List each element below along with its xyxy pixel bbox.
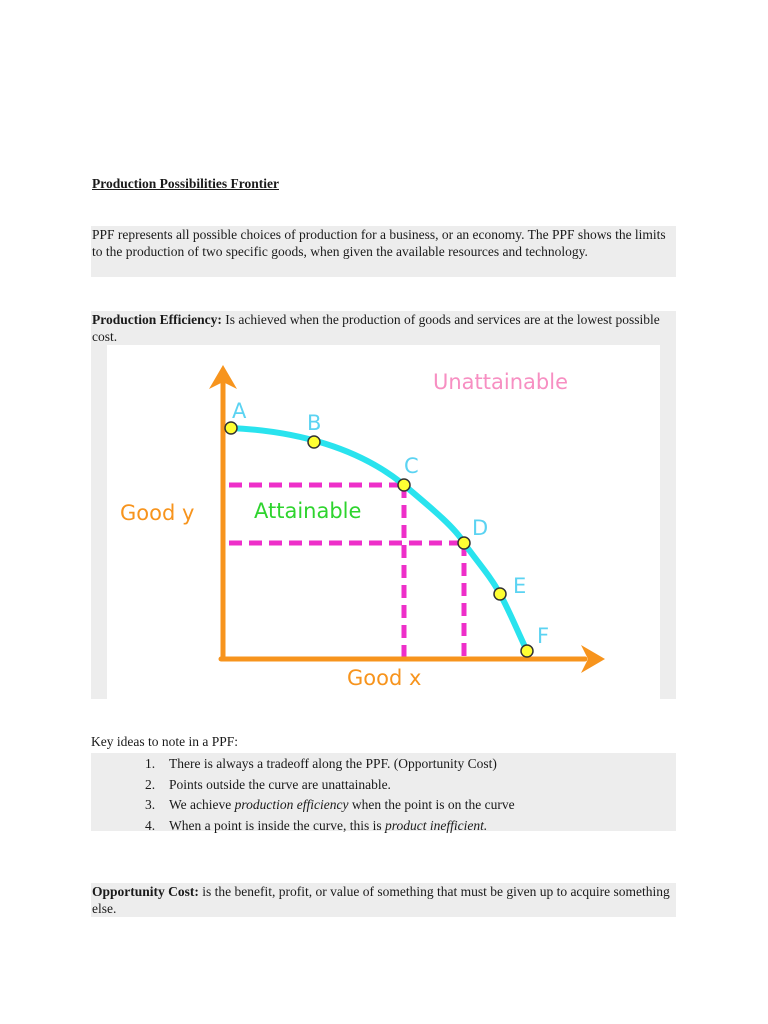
intro-paragraph: PPF represents all possible choices of production for a business, or an economy. The PPF shows the limits to the production of two specific goods, when given the available resources and technology. xyxy=(91,226,676,277)
key-idea-text: We achieve xyxy=(169,797,235,812)
point-c-marker xyxy=(398,479,410,491)
figure-background xyxy=(91,344,676,699)
page-title: Production Possibilities Frontier xyxy=(92,176,279,191)
opportunity-cost-term: Opportunity Cost: xyxy=(92,884,199,899)
point-a-label: A xyxy=(232,399,247,423)
opportunity-cost-paragraph xyxy=(91,883,676,917)
point-c-label: C xyxy=(404,454,419,478)
point-a-marker xyxy=(225,422,237,434)
key-idea-item xyxy=(91,754,676,775)
efficiency-text: Is achieved when the production of goods and services are at the lowest possible cost. xyxy=(92,312,660,344)
unattainable-label: Unattainable xyxy=(433,370,568,394)
key-idea-item xyxy=(91,795,676,816)
key-ideas-heading: Key ideas to note in a PPF: xyxy=(91,734,238,749)
point-b-label: B xyxy=(307,411,322,435)
key-idea-item xyxy=(91,775,676,796)
key-ideas-list xyxy=(91,754,676,836)
key-idea-number: 4. xyxy=(145,817,156,833)
point-d-label: D xyxy=(472,516,489,540)
key-idea-emphasis: product inefficient. xyxy=(384,817,488,833)
y-axis-label: Good y xyxy=(120,501,195,525)
key-idea-number: 2. xyxy=(145,776,156,792)
point-f-label: F xyxy=(537,624,550,648)
attainable-label: Attainable xyxy=(254,499,362,523)
ppf-diagram xyxy=(107,345,660,699)
point-f-marker xyxy=(521,645,533,657)
point-e-marker xyxy=(494,588,506,600)
key-idea-number: 1. xyxy=(145,756,156,771)
key-idea-text: There is always a tradeoff along the PPF. (Opportunity Cost) xyxy=(169,756,497,771)
key-idea-number: 3. xyxy=(145,797,156,812)
key-ideas-list-box xyxy=(91,753,676,831)
ppf-figure xyxy=(107,345,660,699)
point-b-marker xyxy=(308,436,320,448)
x-axis-label: Good x xyxy=(347,666,422,690)
point-d-marker xyxy=(458,537,470,549)
efficiency-paragraph xyxy=(91,311,676,345)
opportunity-cost-text: is the benefit, profit, or value of something that must be given up to acquire something else. xyxy=(92,884,670,916)
key-idea-text-end: when the point is on the curve xyxy=(348,797,515,812)
key-idea-text: Points outside the curve are unattainable. xyxy=(169,776,391,792)
point-e-label: E xyxy=(513,574,527,598)
key-idea-emphasis: production efficiency xyxy=(234,797,349,812)
efficiency-term: Production Efficiency: xyxy=(92,312,222,327)
key-idea-item xyxy=(91,816,676,837)
key-idea-text: When a point is inside the curve, this is xyxy=(169,817,385,833)
